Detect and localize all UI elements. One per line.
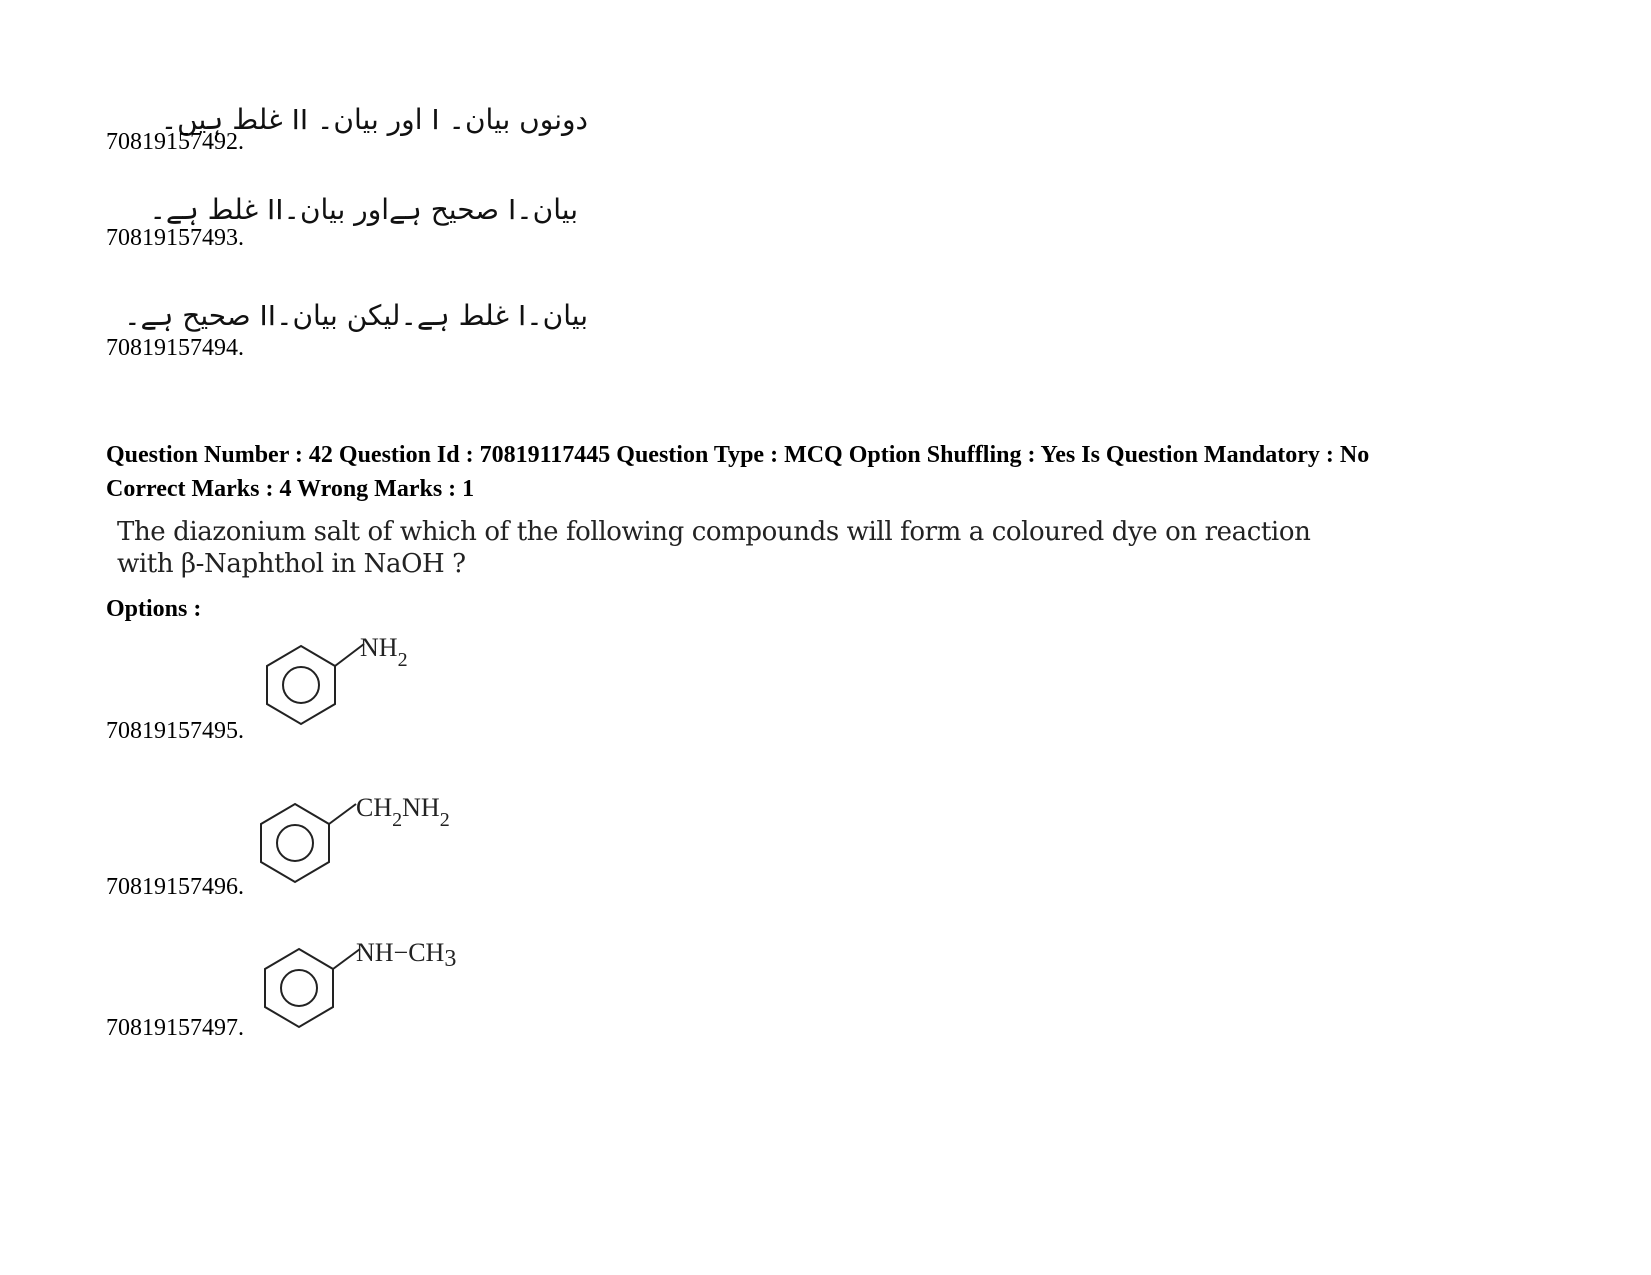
option-id: 70819157495.: [106, 718, 244, 744]
substituent-label: [356, 793, 450, 831]
subscript-text: 2: [439, 809, 450, 831]
question-meta: Question Number : 42 Question Id : 70819117445 Question Type : MCQ Option Shuffling : Yes Is Question Mandatory : No: [106, 442, 1370, 468]
aromatic-circle: [281, 970, 317, 1006]
subscript-text: 2: [397, 649, 408, 671]
bond-line: [329, 804, 356, 824]
question-text-line1: The diazonium salt of which of the following compounds will form a coloured dye on reaction: [117, 517, 1311, 547]
option-text-urdu: بیان۔I غلط ہے۔لیکن بیان۔II صحیح ہے۔: [124, 299, 588, 332]
option-text-urdu: بیان۔I صحیح ہےاور بیان۔II غلط ہے۔: [149, 193, 578, 226]
option-id: 70819157494.: [106, 335, 244, 361]
option-id: 70819157493.: [106, 225, 244, 251]
question-marks: Correct Marks : 4 Wrong Marks : 1: [106, 476, 475, 502]
group-text: NH−CH: [356, 938, 445, 967]
subscript-text: 2: [392, 809, 403, 831]
benzene-ring: [265, 949, 333, 1027]
option-id: 70819157496.: [106, 874, 244, 900]
group-text: NH: [402, 793, 440, 822]
option-id: 70819157492.: [106, 129, 244, 155]
benzylamine-structure: [254, 790, 484, 900]
option-text-urdu: دونوں بیان۔ I اور بیان۔ II غلط ہیں۔: [160, 103, 588, 136]
benzene-ring: [267, 646, 335, 724]
group-text: NH: [360, 633, 398, 662]
subscript-text: 3: [444, 946, 457, 972]
substituent-label: [360, 633, 408, 671]
aromatic-circle: [283, 667, 319, 703]
group-text: CH: [356, 793, 393, 822]
substituent-label: [356, 938, 456, 972]
aromatic-circle: [277, 825, 313, 861]
aniline-structure: [260, 632, 440, 742]
options-label: Options :: [106, 596, 202, 622]
n-methylaniline-structure: [258, 935, 498, 1045]
option-id: 70819157497.: [106, 1015, 244, 1041]
question-text-line2: with β-Naphthol in NaOH ?: [117, 549, 466, 579]
benzene-ring: [261, 804, 329, 882]
